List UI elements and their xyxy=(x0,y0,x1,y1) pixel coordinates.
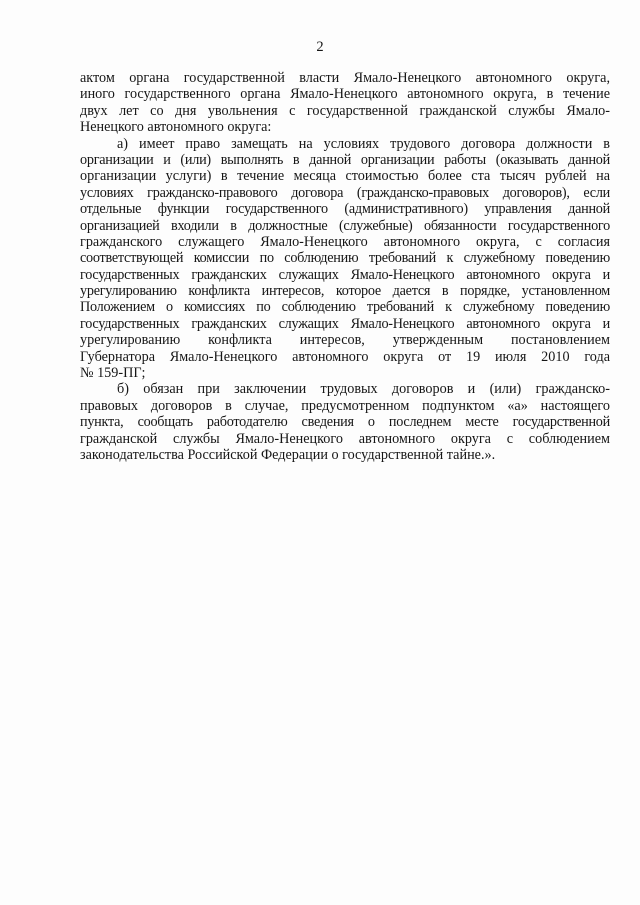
text-line: законодательства Российской Федерации о государственной тайне.». xyxy=(80,446,496,463)
paragraph-item-a xyxy=(80,136,610,382)
text-line: отдельные функции государственного (административного) управления данной xyxy=(80,201,610,218)
text-line: соответствующей комиссии по соблюдению требований к служебному поведению xyxy=(80,250,610,267)
document-body xyxy=(80,70,610,463)
text-line: организации услуги) в течение месяца стоимостью более ста тысяч рублей на xyxy=(80,168,610,185)
paragraph-intro xyxy=(80,70,610,136)
text-line: государственных гражданских служащих Ямало-Ненецкого автономного округа и xyxy=(80,315,610,332)
text-line: б) обязан при заключении трудовых договоров и (или) гражданско- xyxy=(117,381,610,398)
text-line: № 159-ПГ; xyxy=(80,365,146,382)
page-number: 2 xyxy=(316,39,324,55)
text-line: Губернатора Ямало-Ненецкого автономного округа от 19 июля 2010 года xyxy=(80,348,610,365)
text-line: урегулированию конфликта интересов, утвержденным постановлением xyxy=(80,332,610,349)
text-line: организацией входили в должностные (служебные) обязанности государственного xyxy=(80,217,610,234)
text-line: актом органа государственной власти Ямало-Ненецкого автономного округа, xyxy=(80,70,610,86)
text-line: организации и (или) выполнять в данной организации работы (оказывать данной xyxy=(80,151,610,168)
text-line: двух лет со дня увольнения с государственной гражданской службы Ямало- xyxy=(80,102,610,119)
text-line: государственных гражданских служащих Ямало-Ненецкого автономного округа и xyxy=(80,266,610,283)
text-line: гражданского служащего Ямало-Ненецкого автономного округа, с согласия xyxy=(80,233,610,250)
text-line: гражданской службы Ямало-Ненецкого автономного округа с соблюдением xyxy=(80,430,610,447)
text-line: условиях гражданско-правового договора (гражданско-правовых договоров), если xyxy=(80,184,610,201)
text-line: правовых договоров в случае, предусмотренном подпунктом «а» настоящего xyxy=(80,397,610,414)
text-line: иного государственного органа Ямало-Ненецкого автономного округа, в течение xyxy=(80,86,610,103)
text-line: а) имеет право замещать на условиях трудового договора должности в xyxy=(117,135,610,152)
text-line: пункта, сообщать работодателю сведения о последнем месте государственной xyxy=(80,414,610,431)
text-line: урегулированию конфликта интересов, которое дается в порядке, установленном xyxy=(80,283,610,300)
text-line: Ненецкого автономного округа: xyxy=(80,119,272,136)
text-line: Положением о комиссиях по соблюдению требований к служебному поведению xyxy=(80,299,610,316)
paragraph-item-b xyxy=(80,381,610,463)
